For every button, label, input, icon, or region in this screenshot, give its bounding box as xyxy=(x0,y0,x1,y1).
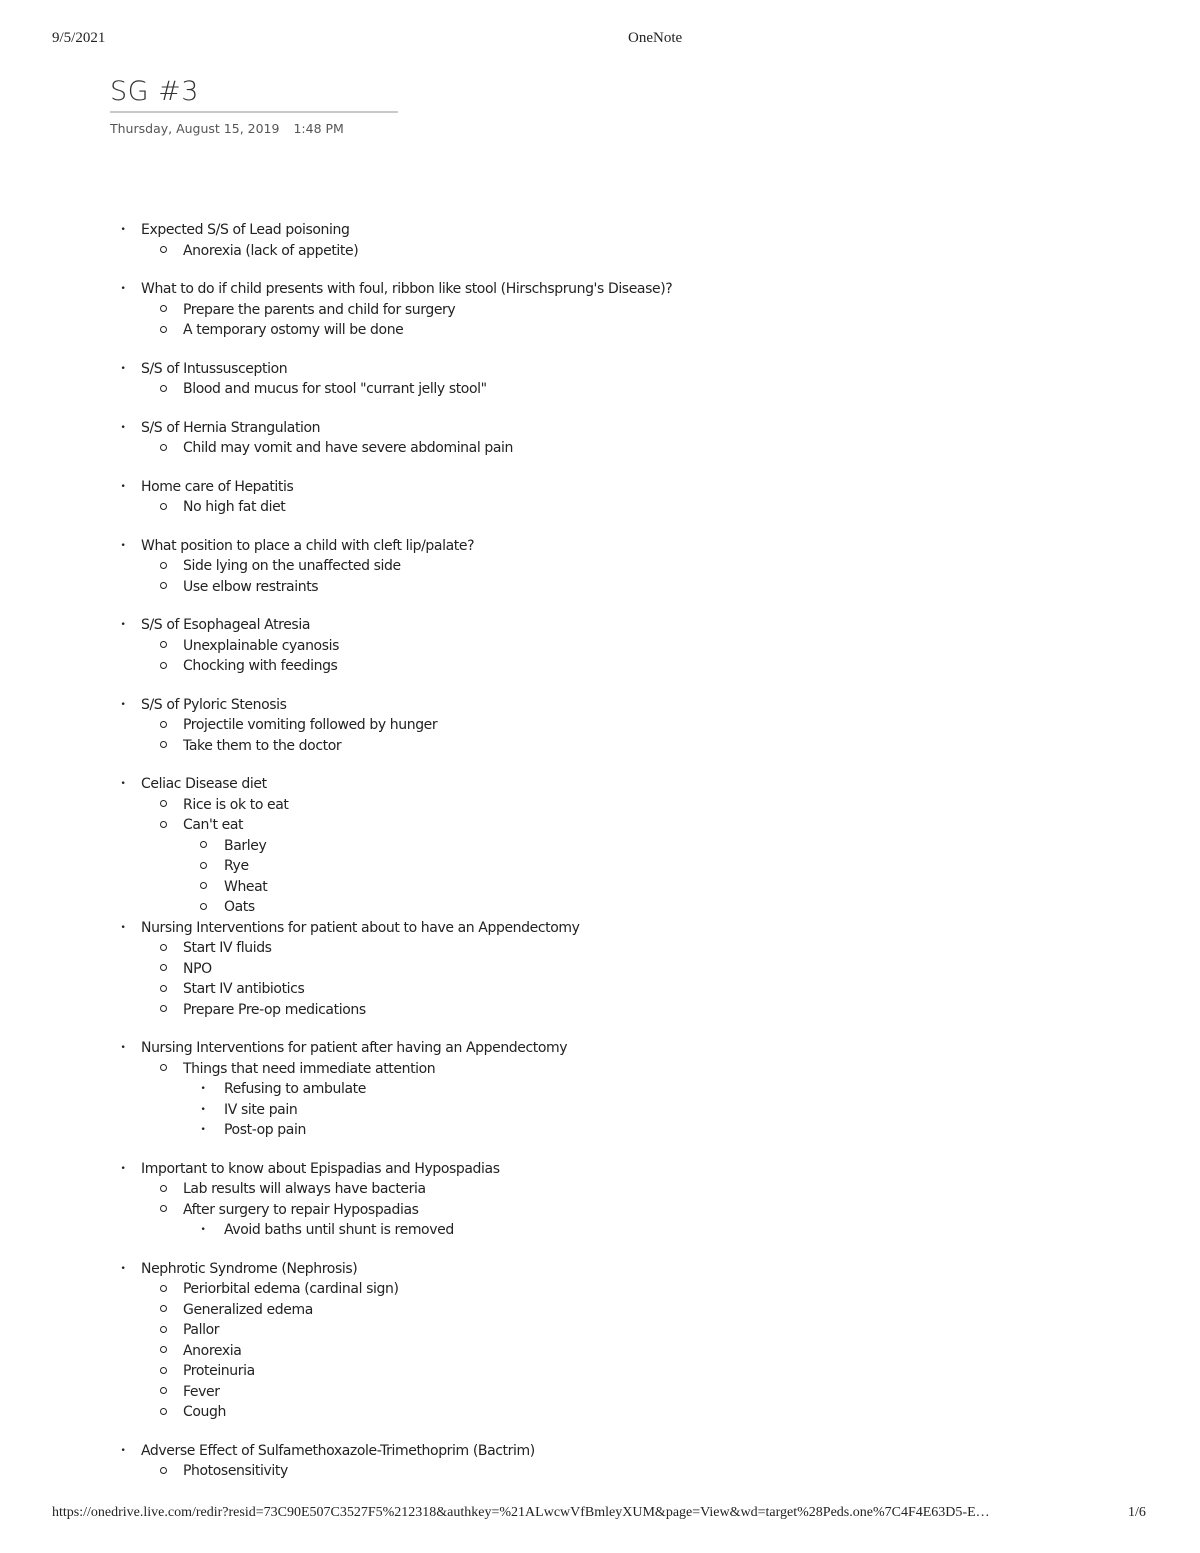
outline-text: Side lying on the unaffected side xyxy=(183,558,401,574)
outline-text: Photosensitivity xyxy=(183,1463,288,1479)
outline-item[interactable] xyxy=(0,220,1200,241)
bullet-icon: • xyxy=(200,1084,206,1094)
outline-text: NPO xyxy=(183,960,212,977)
outline-subitem[interactable] xyxy=(0,1300,1200,1321)
outline-text: Things that need immediate attention xyxy=(183,1060,436,1077)
outline-text: Cough xyxy=(183,1404,226,1420)
outline-text: Prepare the parents and child for surgery xyxy=(183,301,456,318)
circle-bullet-icon xyxy=(153,1361,173,1382)
bullet-icon: • xyxy=(200,1104,206,1115)
outline-subsubitem[interactable] xyxy=(0,1120,1200,1141)
outline-subitem[interactable] xyxy=(0,1200,1200,1221)
outline-text: Important to know about Epispadias and Hypospadias xyxy=(141,1160,500,1177)
outline-subitem[interactable] xyxy=(0,497,1200,518)
circle-bullet-icon xyxy=(153,636,173,657)
bullet-icon: • xyxy=(120,363,126,374)
outline-subitem[interactable] xyxy=(0,1461,1200,1482)
bullet-icon: • xyxy=(120,284,126,294)
outline-subitem[interactable] xyxy=(0,1341,1200,1362)
circle-bullet-icon xyxy=(153,815,173,836)
outline-item[interactable] xyxy=(0,774,1200,795)
note-outline[interactable] xyxy=(0,220,1200,1482)
outline-text: Celiac Disease diet xyxy=(141,776,267,792)
page-title[interactable]: SG #3 xyxy=(110,76,199,107)
outline-subitem[interactable] xyxy=(0,636,1200,657)
bullet-icon: • xyxy=(120,422,126,433)
outline-text: Periorbital edema (cardinal sign) xyxy=(183,1281,399,1297)
circle-bullet-icon xyxy=(153,300,173,321)
circle-bullet-icon xyxy=(153,438,173,459)
outline-subitem[interactable] xyxy=(0,1000,1200,1021)
outline-text: Generalized edema xyxy=(183,1301,313,1318)
outline-item[interactable] xyxy=(0,1038,1200,1059)
bullet-icon: • xyxy=(120,540,126,551)
outline-text: Post-op pain xyxy=(224,1122,306,1138)
outline-text: Adverse Effect of Sulfamethoxazole-Trimethoprim (Bactrim) xyxy=(141,1442,535,1459)
circle-bullet-icon xyxy=(153,736,173,757)
bullet-icon: • xyxy=(120,620,126,630)
circle-bullet-icon xyxy=(153,1059,173,1080)
outline-text: Take them to the doctor xyxy=(183,737,342,754)
circle-bullet-icon xyxy=(153,979,173,1000)
bullet-icon: • xyxy=(120,1163,126,1174)
outline-subitem[interactable] xyxy=(0,1361,1200,1382)
outline-item[interactable] xyxy=(0,695,1200,716)
outline-text: A temporary ostomy will be done xyxy=(183,322,404,338)
outline-text: Start IV antibiotics xyxy=(183,981,305,997)
outline-text: Anorexia xyxy=(183,1342,242,1359)
outline-text: Expected S/S of Lead poisoning xyxy=(141,222,350,238)
outline-text: No high fat diet xyxy=(183,499,286,515)
outline-text: S/S of Intussusception xyxy=(141,360,288,377)
outline-subsubitem[interactable] xyxy=(0,1079,1200,1100)
outline-subitem[interactable] xyxy=(0,1320,1200,1341)
outline-text: Chocking with feedings xyxy=(183,658,338,674)
outline-text: What to do if child presents with foul, ribbon like stool (Hirschsprung's Disease)? xyxy=(141,281,673,297)
outline-item[interactable] xyxy=(0,418,1200,439)
circle-bullet-icon xyxy=(153,320,173,341)
outline-text: After surgery to repair Hypospadias xyxy=(183,1201,419,1218)
bullet-icon: • xyxy=(120,1445,126,1456)
outline-text: Nursing Interventions for patient after having an Appendectomy xyxy=(141,1040,568,1056)
outline-subitem[interactable] xyxy=(0,300,1200,321)
circle-bullet-icon xyxy=(153,1382,173,1403)
outline-subsubitem[interactable] xyxy=(0,897,1200,918)
circle-bullet-icon xyxy=(153,1320,173,1341)
print-header-date: 9/5/2021 xyxy=(52,30,106,46)
outline-text: Avoid baths until shunt is removed xyxy=(224,1222,454,1238)
bullet-icon: • xyxy=(120,481,126,492)
outline-text: Anorexia (lack of appetite) xyxy=(183,242,359,259)
outline-subitem[interactable] xyxy=(0,656,1200,677)
print-footer-url: https://onedrive.live.com/redir?resid=73C90E507C3527F5%212318&authkey=%21ALwcwVfBmleyXUM&page=View&wd=target%28Peds.one%7C4F4E63D5-E… xyxy=(52,1505,990,1520)
bullet-icon: • xyxy=(200,1125,206,1135)
outline-text: Home care of Hepatitis xyxy=(141,478,294,495)
circle-bullet-icon xyxy=(153,1402,173,1423)
outline-text: Use elbow restraints xyxy=(183,578,319,595)
outline-subitem[interactable] xyxy=(0,320,1200,341)
outline-subsubitem[interactable] xyxy=(0,1100,1200,1121)
outline-text: Lab results will always have bacteria xyxy=(183,1181,426,1197)
circle-bullet-icon xyxy=(153,795,173,816)
outline-subitem[interactable] xyxy=(0,1279,1200,1300)
bullet-icon: • xyxy=(120,1043,126,1053)
circle-bullet-icon xyxy=(153,656,173,677)
bullet-icon: • xyxy=(120,922,126,933)
circle-bullet-icon xyxy=(153,577,173,598)
circle-bullet-icon xyxy=(153,1000,173,1021)
circle-bullet-icon xyxy=(153,1461,173,1482)
outline-text: S/S of Pyloric Stenosis xyxy=(141,696,287,713)
circle-bullet-icon xyxy=(153,497,173,518)
outline-item[interactable] xyxy=(0,1159,1200,1180)
outline-subitem[interactable] xyxy=(0,438,1200,459)
outline-item[interactable] xyxy=(0,918,1200,939)
page-time: 1:48 PM xyxy=(293,121,344,136)
outline-text: Blood and mucus for stool "currant jelly stool" xyxy=(183,381,487,397)
outline-subitem[interactable] xyxy=(0,959,1200,980)
outline-subitem[interactable] xyxy=(0,556,1200,577)
outline-text: Nephrotic Syndrome (Nephrosis) xyxy=(141,1260,358,1277)
outline-text: Refusing to ambulate xyxy=(224,1081,366,1097)
outline-subitem[interactable] xyxy=(0,815,1200,836)
outline-text: Pallor xyxy=(183,1322,220,1338)
outline-text: Wheat xyxy=(224,878,268,895)
title-underline xyxy=(110,111,398,113)
outline-subsubitem[interactable] xyxy=(0,1220,1200,1241)
circle-bullet-icon xyxy=(193,856,213,877)
outline-text: S/S of Hernia Strangulation xyxy=(141,419,321,436)
outline-item[interactable] xyxy=(0,615,1200,636)
outline-subitem[interactable] xyxy=(0,795,1200,816)
outline-subsubitem[interactable] xyxy=(0,836,1200,857)
outline-subitem[interactable] xyxy=(0,577,1200,598)
circle-bullet-icon xyxy=(193,836,213,857)
outline-text: Unexplainable cyanosis xyxy=(183,637,339,654)
outline-subitem[interactable] xyxy=(0,979,1200,1000)
bullet-icon: • xyxy=(200,1225,206,1235)
circle-bullet-icon xyxy=(153,379,173,400)
circle-bullet-icon xyxy=(153,1341,173,1362)
outline-text: Fever xyxy=(183,1383,220,1400)
outline-item[interactable] xyxy=(0,536,1200,557)
outline-subitem[interactable] xyxy=(0,1382,1200,1403)
bullet-icon: • xyxy=(120,779,126,789)
outline-subitem[interactable] xyxy=(0,379,1200,400)
page-date: Thursday, August 15, 2019 xyxy=(110,121,280,136)
circle-bullet-icon xyxy=(153,959,173,980)
outline-item[interactable] xyxy=(0,1441,1200,1462)
page-timestamp xyxy=(110,121,344,136)
bullet-icon: • xyxy=(120,699,126,710)
outline-text: Nursing Interventions for patient about to have an Appendectomy xyxy=(141,919,580,936)
bullet-icon: • xyxy=(120,1263,126,1274)
outline-item[interactable] xyxy=(0,279,1200,300)
outline-text: Can't eat xyxy=(183,817,244,833)
outline-subitem[interactable] xyxy=(0,241,1200,262)
bullet-icon: • xyxy=(120,225,126,235)
circle-bullet-icon xyxy=(153,1179,173,1200)
outline-text: Rice is ok to eat xyxy=(183,796,289,813)
outline-text: Projectile vomiting followed by hunger xyxy=(183,717,438,733)
outline-subitem[interactable] xyxy=(0,736,1200,757)
outline-text: Child may vomit and have severe abdominal pain xyxy=(183,440,514,456)
print-header-app-name: OneNote xyxy=(628,30,683,46)
outline-text: Oats xyxy=(224,899,255,915)
outline-item[interactable] xyxy=(0,359,1200,380)
outline-subsubitem[interactable] xyxy=(0,856,1200,877)
outline-subitem[interactable] xyxy=(0,938,1200,959)
circle-bullet-icon xyxy=(193,877,213,898)
outline-text: Rye xyxy=(224,858,249,874)
outline-text: Prepare Pre-op medications xyxy=(183,1001,366,1018)
circle-bullet-icon xyxy=(153,715,173,736)
outline-subitem[interactable] xyxy=(0,1179,1200,1200)
circle-bullet-icon xyxy=(153,1279,173,1300)
print-footer-page-number: 1/6 xyxy=(1128,1505,1146,1520)
outline-item[interactable] xyxy=(0,1259,1200,1280)
outline-text: S/S of Esophageal Atresia xyxy=(141,617,310,633)
outline-text: Proteinuria xyxy=(183,1363,255,1379)
circle-bullet-icon xyxy=(153,1200,173,1221)
outline-subsubitem[interactable] xyxy=(0,877,1200,898)
outline-item[interactable] xyxy=(0,477,1200,498)
outline-text: What position to place a child with cleft lip/palate? xyxy=(141,537,475,554)
outline-text: Barley xyxy=(224,837,267,854)
circle-bullet-icon xyxy=(153,556,173,577)
circle-bullet-icon xyxy=(153,241,173,262)
circle-bullet-icon xyxy=(153,938,173,959)
circle-bullet-icon xyxy=(193,897,213,918)
outline-text: Start IV fluids xyxy=(183,940,272,956)
circle-bullet-icon xyxy=(153,1300,173,1321)
outline-subitem[interactable] xyxy=(0,1059,1200,1080)
outline-subitem[interactable] xyxy=(0,1402,1200,1423)
outline-subitem[interactable] xyxy=(0,715,1200,736)
outline-text: IV site pain xyxy=(224,1101,298,1118)
